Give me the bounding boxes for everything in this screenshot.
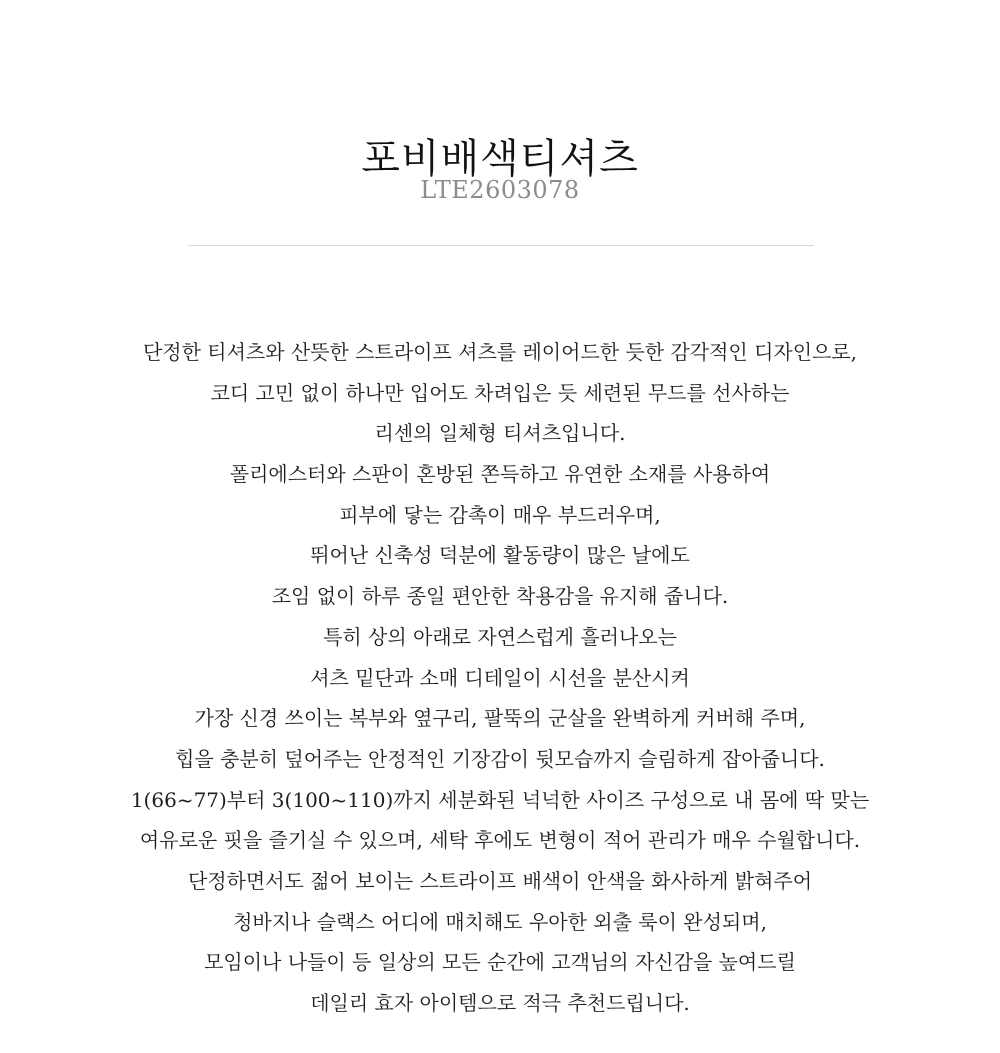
description-line: 힙을 충분히 덮어주는 안정적인 기장감이 뒷모습까지 슬림하게 잡아줍니다. bbox=[175, 746, 825, 771]
description-line: 피부에 닿는 감촉이 매우 부드러우며, bbox=[339, 502, 661, 527]
product-title: 포비배색티셔츠 bbox=[361, 135, 639, 182]
description-line: 폴리에스터와 스판이 혼방된 쫀득하고 유연한 소재를 사용하여 bbox=[229, 462, 771, 487]
description-line: 1(66~77)부터 3(100~110)까지 세분화된 넉넉한 사이즈 구성으로 내 몸에 딱 맞는 bbox=[130, 787, 870, 812]
divider bbox=[188, 245, 814, 246]
description-line: 조임 없이 하루 종일 편안한 착용감을 유지해 줍니다. bbox=[271, 584, 729, 609]
description-line: 모임이나 나들이 등 일상의 모든 순간에 고객님의 자신감을 높여드릴 bbox=[204, 950, 796, 975]
description-line: 셔츠 밑단과 소매 디테일이 시선을 분산시켜 bbox=[310, 665, 690, 690]
description-line: 단정한 티셔츠와 산뜻한 스트라이프 셔츠를 레이어드한 듯한 감각적인 디자인으로, bbox=[142, 340, 858, 364]
description-line: 데일리 효자 아이템으로 적극 추천드립니다. bbox=[310, 991, 690, 1015]
description-line: 특히 상의 아래로 자연스럽게 흘러나오는 bbox=[323, 624, 677, 649]
description-line: 가장 신경 쓰이는 복부와 옆구리, 팔뚝의 군살을 완벽하게 커버해 주며, bbox=[194, 706, 806, 731]
description-line: 뛰어난 신축성 덕분에 활동량이 많은 날에도 bbox=[310, 543, 690, 568]
description-line: 코디 고민 없이 하나만 입어도 차려입은 듯 세련된 무드를 선사하는 bbox=[210, 380, 790, 405]
product-code: LTE2603078 bbox=[420, 176, 580, 204]
description-line: 여유로운 핏을 즐기실 수 있으며, 세탁 후에도 변형이 적어 관리가 매우 수월합니다. bbox=[139, 828, 861, 853]
description-line: 청바지나 슬랙스 어디에 매치해도 우아한 외출 룩이 완성되며, bbox=[233, 909, 767, 934]
description-line: 단정하면서도 젊어 보이는 스트라이프 배색이 안색을 화사하게 밝혀주어 bbox=[187, 868, 813, 893]
description-line: 리센의 일체형 티셔츠입니다. bbox=[374, 421, 626, 446]
product-description bbox=[20, 332, 980, 1024]
